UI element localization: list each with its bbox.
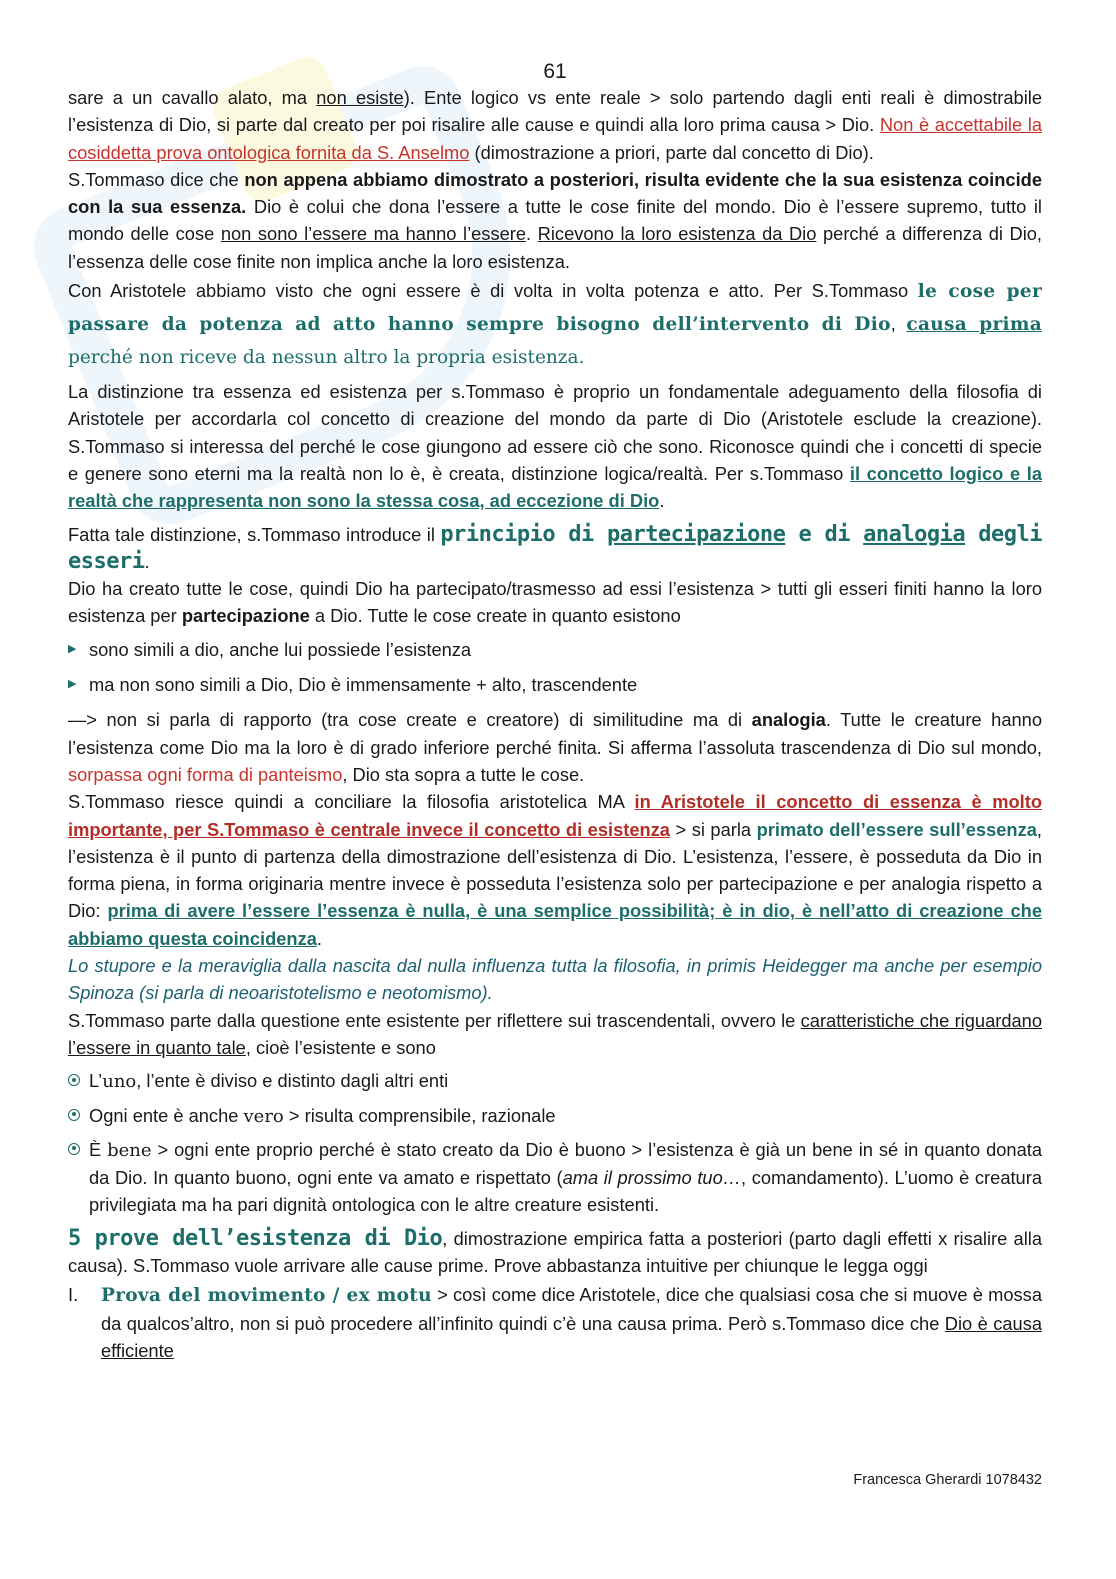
proof-title: Prova del movimento / ex motu [101, 1285, 432, 1307]
paragraph-trascendentali: S.Tommaso parte dalla questione ente esistente per riflettere sui trascendentali, ovvero le caratteristiche che riguardano l’essere in quanto tale, cioè l’esistente e sono [68, 1009, 1042, 1058]
paragraph-essenza-esistenza: S.Tommaso dice che non appena abbiamo dimostrato a posteriori, risulta evidente che la sua esistenza coincide con la sua essenza. Dio è colui che dona l’essere a tutte le cose finite del mondo. Dio è l’essere supremo, tutto il mondo delle cose non sono l’essere ma hanno l’essere. Ricevono la loro esistenza da Dio perché a differenza di Dio, l’essenza delle cose finite non implica anche la loro esistenza. [68, 168, 1043, 272]
paragraph-primato-essere: S.Tommaso riesce quindi a conciliare la filosofia aristotelica MA in Aristotele il concetto di essenza è molto importante, per S.Tommaso è centrale invece il concetto di esistenza > si parla primato dell’essere sull’essenza, l’esistenza è il punto di partenza della dimostrazione dell’esistenza di Dio. L’esistenza, l’essere, è posseduta da Dio in forma piena, in forma originaria mentre invece è posseduta l’esistenza solo per partecipazione e per analogia rispetto a Dio: prima di avere l’essere l’essenza è nulla, è una semplice possibilità; è in dio, è nell’atto di creazione che abbiamo questa coincidenza. [68, 791, 1043, 949]
ontological-proof-note: Non è accettabile la cosiddetta prova ontologica fornita da S. Anselmo [68, 114, 1042, 163]
paragraph-stupore: Lo stupore e la meraviglia dalla nascita dal nulla influenza tutta la filosofia, in primis Heidegger ma anche per esempio Spinoza (si parla di neoaristotelismo e neotomismo). [68, 955, 1042, 1004]
circle-bullet-icon [68, 1143, 80, 1155]
document-page [68, 60, 1042, 1364]
paragraph-ente-logico: sare a un cavallo alato, ma non esiste). Ente logico vs ente reale > solo partendo dagli enti reali è dimostrabile l’esistenza di Dio, si parte dal creato per poi risalire alle cause e quindi alla loro prima causa > Dio. Non è accettabile la cosiddetta prova ontologica fornita da S. Anselmo (dimostrazione a priori, parte dal concetto di Dio). [68, 87, 1042, 163]
list-item: È bene > ogni ente proprio perché è stato creato da Dio è buono > l’esistenza è già un bene in sé in quanto donata da Dio. In quanto buono, ogni ente va amato e rispettato (ama il prossimo tuo…, comandamento). L’uomo è creatura privilegiata ma ha pari dignità ontologica con le altre creature esistenti. [68, 1136, 1042, 1219]
paragraph-analogia: —> non si parla di rapporto (tra cose create e creatore) di similitudine ma di analogia. Tutte le creature hanno l’esistenza come Dio ma la loro è di grado inferiore perché finita. Si afferma l’assoluta trascendenza di Dio sul mondo, sorpassa ogni forma di panteismo, Dio sta sopra a tutte le cose. [68, 709, 1042, 785]
list-item: L’uno, l’ente è diviso e distinto dagli altri enti [68, 1067, 1042, 1095]
triangle-bullet-icon: ▶ [68, 642, 77, 655]
page-number: 61 [543, 60, 567, 83]
paragraph-distinzione: La distinzione tra essenza ed esistenza per s.Tommaso è proprio un fondamentale adeguamento della filosofia di Aristotele per accordarla col concetto di creazione del mondo da parte di Dio (Aristotele esclude la creazione). S.Tommaso si interessa del perché le cose giungono ad essere ciò che sono. Riconosce quindi che i concetti di specie e genere sono eterni ma la realtà non lo è, è creata, distinzione logica/realtà. Per s.Tommaso il concetto logico e la realtà che rappresenta non sono la stessa cosa, ad eccezione di Dio. [68, 381, 1042, 512]
footer-author: Francesca Gherardi 1078432 [853, 1472, 1042, 1488]
paragraph-partecipazione: Fatta tale distinzione, s.Tommaso introduce il principio di partecipazione e di analogia degli esseri. Dio ha creato tutte le cose, quindi Dio ha partecipato/trasmesso ad essi l’esistenza > tutti gli esseri finiti hanno la loro esistenza per partecipazione a Dio. Tutte le cose create in quanto esistono [68, 521, 1043, 627]
list-item: ▶ sono simili a dio, anche lui possiede l’esistenza [68, 636, 1042, 663]
list-item: ▶ ma non sono simili a Dio, Dio è immensamente + alto, trascendente [68, 671, 1042, 698]
paragraph-cinque-prove: 5 prove dell’esistenza di Dio, dimostrazione empirica fatta a posteriori (parto dagli effetti x risalire alla causa). S.Tommaso vuole arrivare alle cause prime. Prove abbastanza intuitive per chiunque le legga oggi [68, 1225, 1042, 1276]
paragraph-potenza-atto: Con Aristotele abbiamo visto che ogni essere è di volta in volta potenza e atto. Per S.Tommaso le cose per passare da potenza ad atto hanno sempre bisogno dell’intervento di Dio, causa prima perché non riceve da nessun altro la propria esistenza. [68, 280, 1042, 369]
numbered-item: I. Prova del movimento / ex motu > così come dice Aristotele, dice che qualsiasi cosa che si muove è mossa da qualcos’altro, non si può procedere all’infinito quindi c’è una causa prima. Però s.Tommaso dice che Dio è causa efficiente [68, 1284, 1042, 1361]
list-item: Ogni ente è anche vero > risulta comprensibile, razionale [68, 1102, 1042, 1130]
circle-bullet-icon [68, 1109, 80, 1121]
circle-bullet-icon [68, 1074, 80, 1086]
triangle-bullet-icon: ▶ [68, 678, 77, 691]
